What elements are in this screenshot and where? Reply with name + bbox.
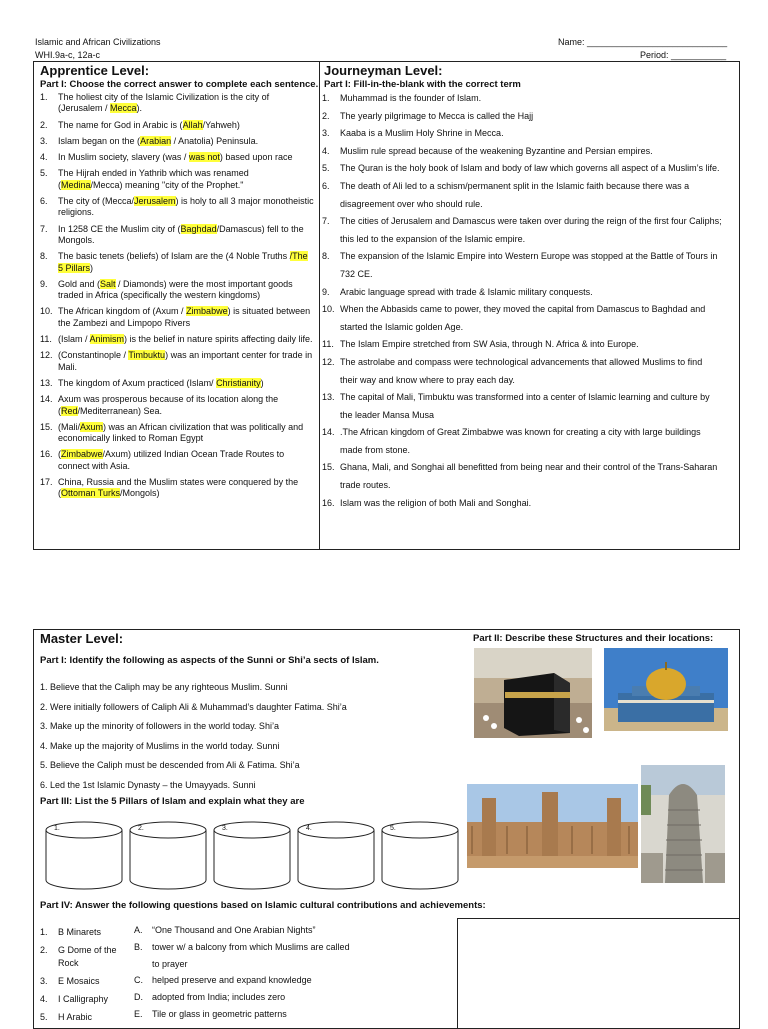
list-item: 3. Islam began on the (Arabian / Anatolia) Peninsula. — [40, 135, 259, 146]
part4-definitions — [134, 922, 354, 1023]
list-item: B. tower w/ a balcony from which Muslims are called to prayer — [134, 941, 350, 969]
apprentice-list — [40, 92, 315, 500]
apprentice-subtitle: Part I: Choose the correct answer to complete each sentence. — [40, 79, 319, 90]
list-item: 11. (Islam / Animism) is the belief in nature spirits affecting daily life. — [40, 334, 313, 345]
list-item: 1. The holiest city of the Islamic Civilization is the city of (Jerusalem / Mecca). — [40, 92, 270, 114]
part1-title: Part I: Identify the following as aspects of the Sunni or Shi’a sects of Islam. — [40, 655, 379, 666]
list-item: 16. Islam was the religion of both Mali and Songhai. — [322, 497, 532, 508]
list-item: 5. The Quran is the holy book of Islam and body of law which governs all aspect of a Muslim’s life. — [322, 163, 720, 174]
list-item: 1. Believe that the Caliph may be any righteous Muslim. Sunni — [40, 682, 288, 692]
part1-list — [40, 678, 460, 796]
list-item: 10. When the Abbasids came to power, they moved the capital from Damascus to Baghdad and started the Islamic golden Age. — [322, 304, 706, 332]
pillar-number: 1. — [54, 825, 60, 832]
list-item: A. “One Thousand and One Arabian Nights” — [134, 925, 316, 935]
list-item: E. Tile or glass in geometric patterns — [134, 1008, 287, 1019]
column-divider — [319, 61, 320, 550]
apprentice-title: Apprentice Level: — [40, 63, 150, 78]
list-item: 3. Make up the minority of followers in the world today. Shi’a — [40, 721, 279, 732]
list-item: 5. Believe the Caliph must be descended from Ali & Fatima. Shi’a — [40, 760, 300, 771]
standards-label: WHI.9a-c, 12a-c — [35, 50, 101, 60]
list-item: 15. Ghana, Mali, and Songhai all benefitted from being near and their control of the Trans-Saharan trade routes. — [322, 462, 718, 491]
list-item: 10. The African kingdom of (Axum / Zimbabwe) is situated between the Zambezi and Limpopo Rivers — [40, 306, 311, 328]
pillar-answer-box[interactable] — [296, 820, 376, 892]
pillar-number: 5. — [390, 825, 396, 832]
journeyman-list — [322, 90, 722, 512]
part4-terms — [40, 926, 130, 1024]
pillar-number: 2. — [138, 825, 144, 832]
list-item: 7. The cities of Jerusalem and Damascus were taken over during the reign of the first four Caliphs; this led to the expansion of the Islamic empire. — [322, 216, 722, 244]
period-field[interactable]: Period: ___________ — [640, 50, 727, 60]
pillar-answer-box[interactable] — [128, 820, 208, 892]
list-item: 11. The Islam Empire stretched from SW Asia, through N. Africa & into Europe. — [322, 339, 639, 350]
list-item: 7. In 1258 CE the Muslim city of (Baghdad/Damascus) fell to the Mongols. — [40, 223, 304, 245]
list-item: 6. The city of (Mecca/Jerusalem) is holy to all 3 major monotheistic religions. — [40, 196, 314, 218]
course-title: Islamic and African Civilizations — [35, 37, 161, 47]
list-item: 3. E Mosaics — [40, 976, 100, 986]
pillar-answer-box[interactable] — [212, 820, 292, 892]
pillar-answer-box[interactable] — [380, 820, 460, 892]
list-item: 15. (Mali/Axum) was an African civilization that was politically and economically linked to Roman Egypt — [40, 421, 304, 444]
pillar-answer-box[interactable] — [44, 820, 124, 892]
pillar-number: 4. — [306, 825, 312, 832]
list-item: 9. Gold and (Salt / Diamonds) were the most important goods traded in Africa (specifically the western kingdoms) — [40, 278, 293, 301]
list-item: 16. (Zimbabwe/Axum) utilized Indian Ocean Trade Routes to connect with Asia. — [40, 449, 285, 471]
list-item: 2. The name for God in Arabic is (Allah/Yahweh) — [40, 119, 240, 130]
part3-title: Part III: List the 5 Pillars of Islam and explain what they are — [40, 796, 305, 807]
list-item: 6. The death of Ali led to a schism/permanent split in the Islamic faith because there was a disagreement over who should rule. — [322, 180, 690, 209]
part2-title: Part II: Describe these Structures and their locations: — [473, 633, 714, 644]
answer-box[interactable] — [457, 918, 740, 1029]
part4-title: Part IV: Answer the following questions based on Islamic cultural contributions and achievements: — [40, 900, 486, 911]
great-mosque-djenne-image — [467, 784, 638, 868]
list-item: 1. B Minarets — [40, 927, 102, 937]
list-item: 14. Axum was prosperous because of its location along the (Red/Mediterranean) Sea. — [40, 394, 279, 416]
list-item: 2. The yearly pilgrimage to Mecca is called the Hajj — [322, 110, 534, 121]
list-item: 14. .The African kingdom of Great Zimbabwe was known for creating a city with large buildings made from stone. — [322, 427, 701, 455]
dome-of-the-rock-image — [604, 648, 728, 731]
list-item: C. helped preserve and expand knowledge — [134, 975, 312, 986]
list-item: 12. The astrolabe and compass were technological advancements that allowed Muslims to find their way and know where to pray each day. — [322, 356, 703, 385]
journeyman-subtitle: Part I: Fill-in-the-blank with the correct term — [324, 79, 521, 90]
kaaba-image — [474, 648, 592, 738]
list-item: 17. China, Russia and the Muslim states were conquered by the (Ottoman Turks/Mongols) — [40, 477, 299, 499]
list-item: D. adopted from India; includes zero — [134, 992, 286, 1003]
list-item: 2. G Dome of the Rock — [40, 945, 117, 968]
great-zimbabwe-image — [641, 765, 725, 883]
list-item: 9. Arabic language spread with trade & Islamic military conquests. — [322, 286, 593, 297]
list-item: 4. In Muslim society, slavery (was / was not) based upon race — [40, 152, 293, 163]
list-item: 1. Muhammad is the founder of Islam. — [322, 93, 482, 103]
list-item: 3. Kaaba is a Muslim Holy Shrine in Mecca. — [322, 128, 504, 139]
list-item: 5. The Hijrah ended in Yathrib which was renamed (Medina/Mecca) meaning "city of the Prophet." — [40, 168, 249, 190]
master-title: Master Level: — [40, 631, 124, 646]
list-item: 4. Make up the majority of Muslims in the world today. Sunni — [40, 740, 280, 751]
list-item: 13. The capital of Mali, Timbuktu was transformed into a center of Islamic learning and culture by the leader Mansa Musa — [322, 392, 710, 420]
list-item: 13. The kingdom of Axum practiced (Islam/ Christianity) — [40, 377, 264, 388]
list-item: 2. Were initially followers of Caliph Ali & Muhammad’s daughter Fatima. Shi’a — [40, 701, 347, 712]
list-item: 4. I Calligraphy — [40, 994, 109, 1004]
pillar-number: 3. — [222, 825, 228, 832]
list-item: 12. (Constantinople / Timbuktu) was an important center for trade in Mali. — [40, 350, 313, 372]
list-item: 8. The basic tenets (beliefs) of Islam are the (4 Noble Truths /The 5 Pillars) — [40, 251, 308, 273]
list-item: 5. H Arabic — [40, 1012, 93, 1022]
list-item: 4. Muslim rule spread because of the weakening Byzantine and Persian empires. — [322, 145, 653, 156]
journeyman-title: Journeyman Level: — [324, 63, 443, 78]
list-item: 6. Led the 1st Islamic Dynasty – the Umayyads. Sunni — [40, 779, 256, 790]
list-item: 8. The expansion of the Islamic Empire into Western Europe was stopped at the Battle of Tours in 732 CE. — [322, 251, 718, 279]
name-field[interactable]: Name: ____________________________ — [558, 37, 728, 47]
